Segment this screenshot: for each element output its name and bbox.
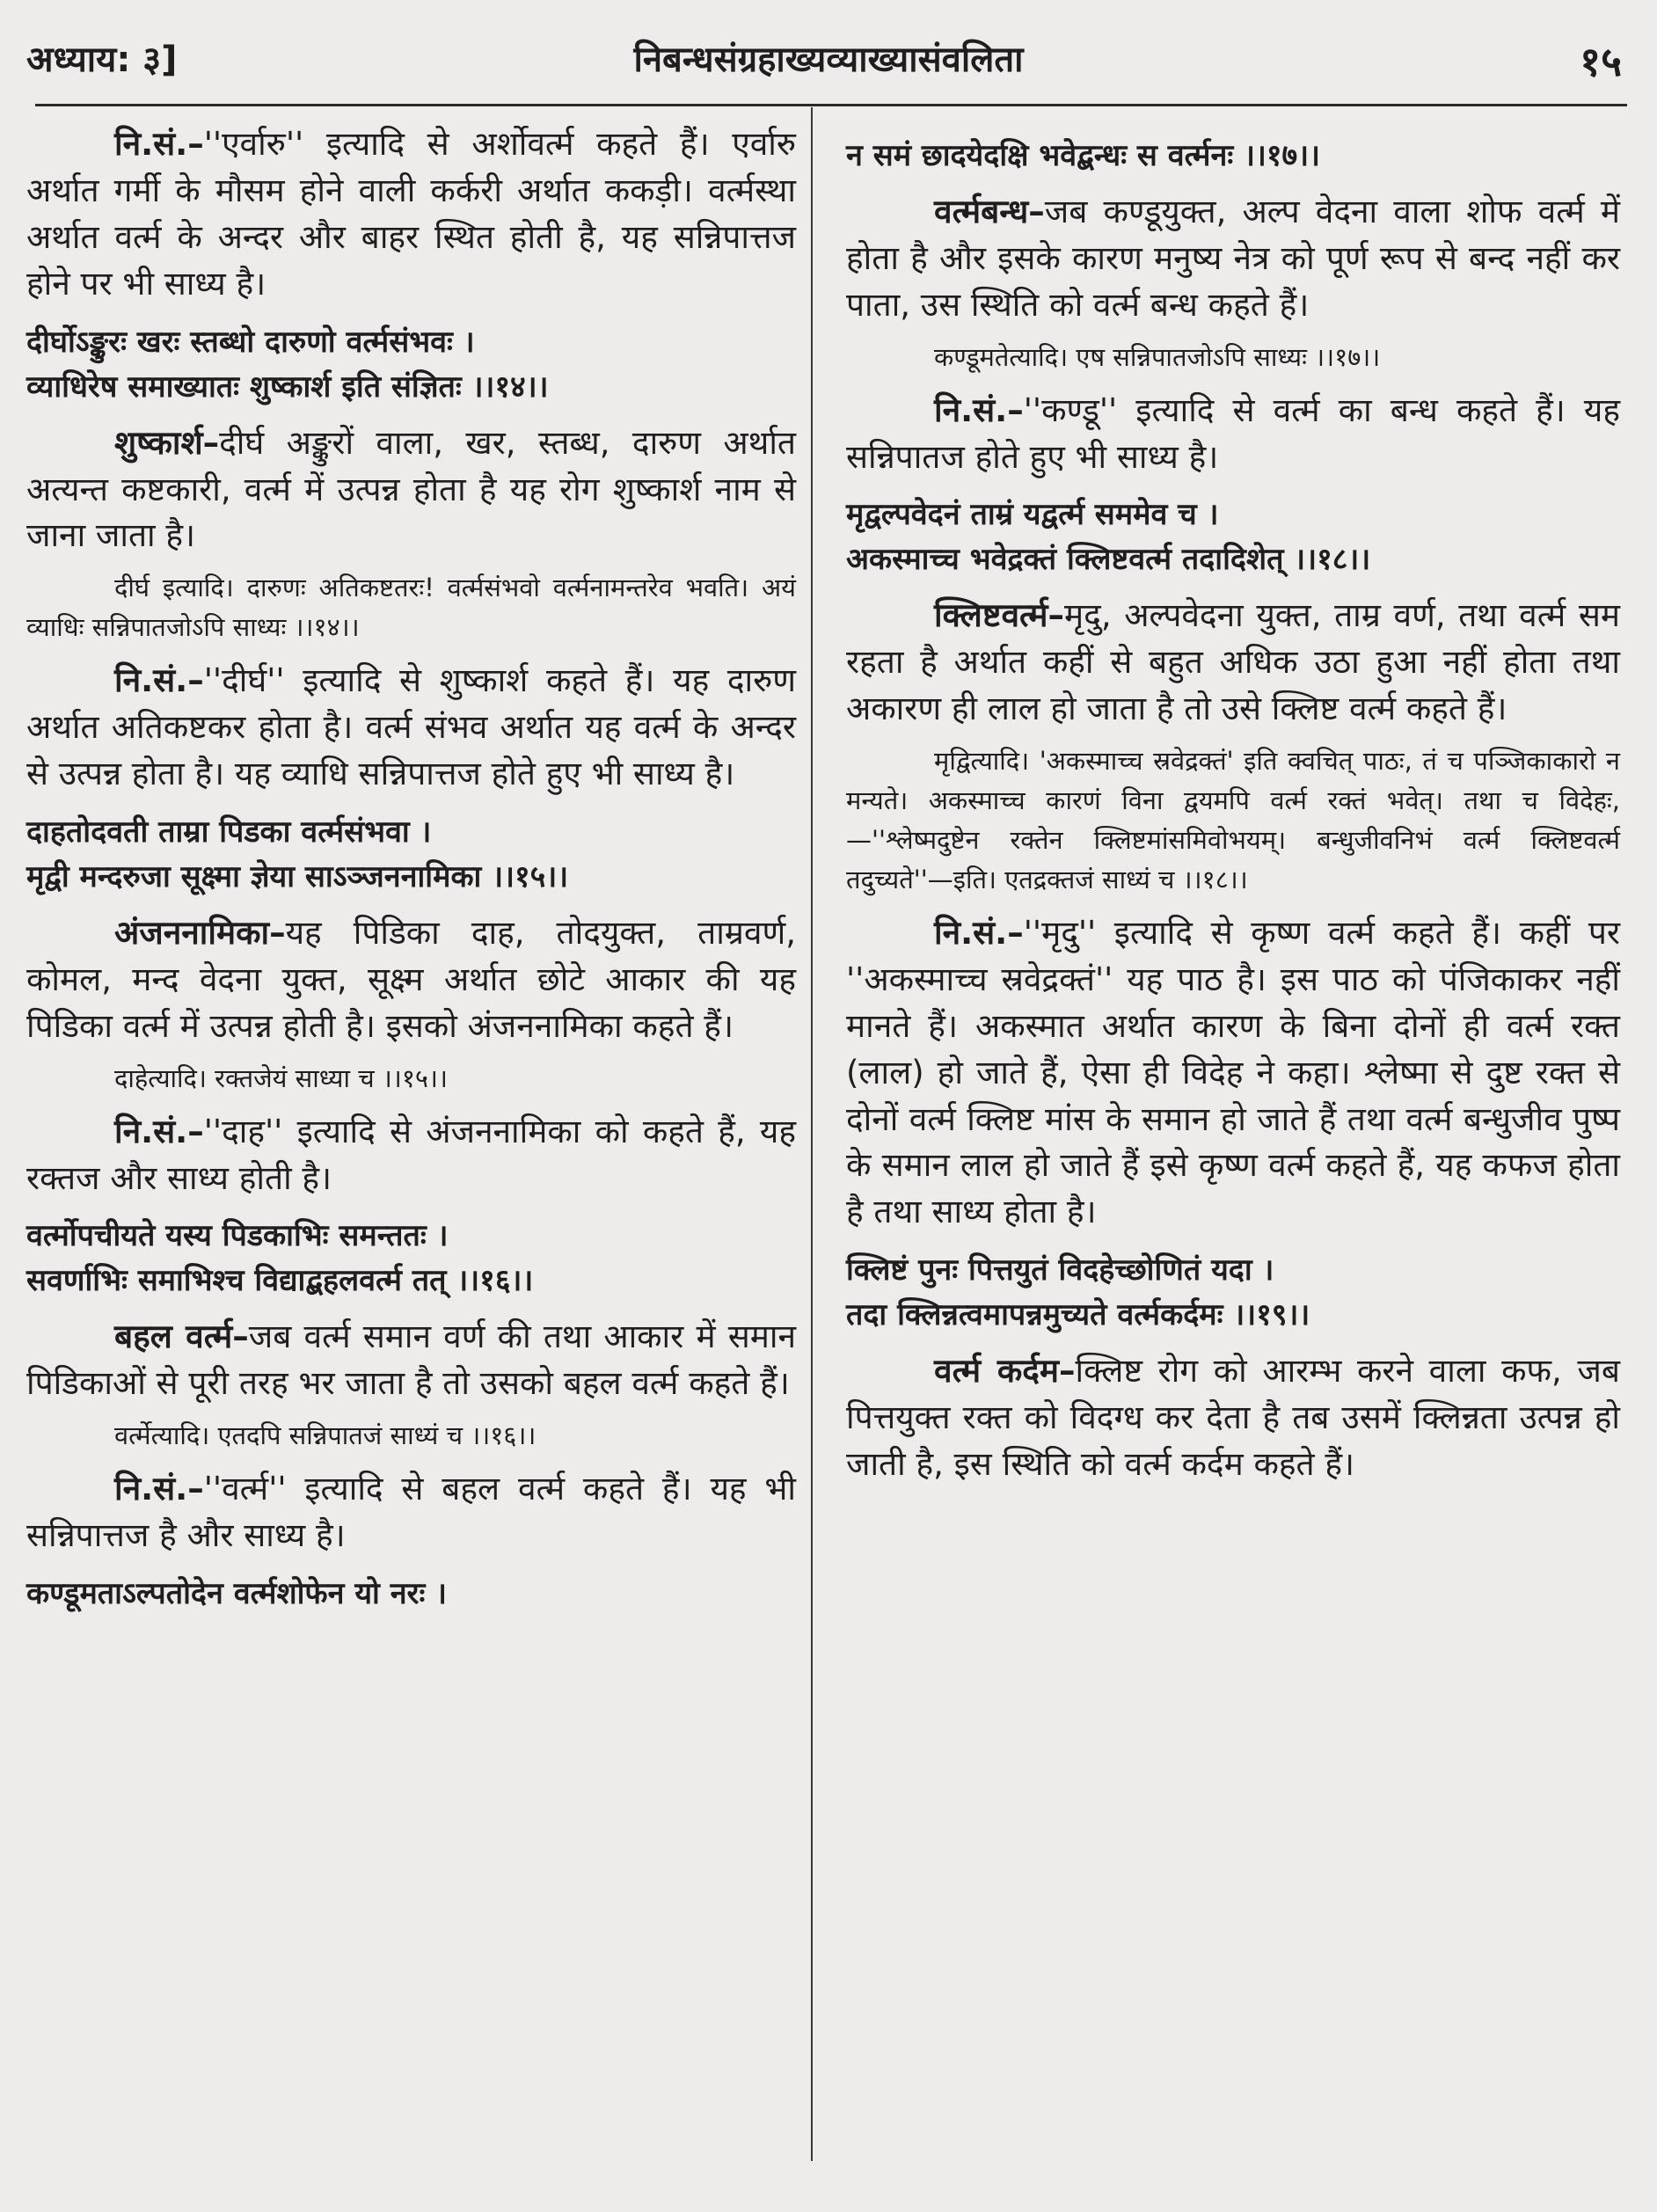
commentary-paragraph bbox=[26, 1416, 796, 1456]
header-rule bbox=[35, 104, 1627, 106]
hindi-paragraph bbox=[846, 1348, 1620, 1488]
commentary-text: वर्त्मेत्यादि। एतदपि सन्निपातजं साध्यं च ।।१६।। bbox=[114, 1420, 537, 1451]
commentary-paragraph bbox=[846, 338, 1620, 377]
hindi-paragraph bbox=[846, 593, 1620, 733]
verse-line: दाहतोदवती ताम्रा पिडका वर्त्मसंभवा । bbox=[26, 814, 432, 850]
sanskrit-verse bbox=[846, 493, 1620, 582]
verse-line: व्याधिरेष समाख्यातः शुष्कार्श इति संज्ञितः ।।१४।। bbox=[26, 369, 549, 405]
verse-line: न समं छादयेदक्षि भवेद्बन्धः स वर्त्मनः ।।१७।। bbox=[846, 138, 1320, 173]
paragraph-heading: नि.सं.– bbox=[114, 661, 204, 700]
commentary-text: मृद्वित्यादि। 'अकस्माच्च स्रवेद्रक्तं' इति क्वचित् पाठः, तं च पञ्जिकाकारो न मन्यते। अकस्माच्च कारणं विना द्वयमपि वर्त्म रक्तं भवेत्। तथा च विदेहः,—''श्लेष्मदुष्टेन रक्तेन क्लिष्टमांसमिवोभयम्। बन्धुजीवनिभं वर्त्म क्लिष्टवर्त्म तदुच्यते''—इति। एतद्रक्तजं साध्यं च ।।१८।। bbox=[846, 746, 1620, 894]
commentary-text: दीर्घ इत्यादि। दारुणः अतिकष्टतरः! वर्त्मसंभवो वर्त्मनामन्तरेव भवति। अयं व्याधिः सन्निपातजोऽपि साध्यः ।।१४।। bbox=[26, 573, 796, 643]
verse-line: दीर्घोऽङ्कुरः खरः स्तब्धो दारुणो वर्त्मसंभवः । bbox=[26, 324, 475, 360]
hindi-paragraph bbox=[26, 121, 796, 308]
paragraph-heading: नि.सं.– bbox=[934, 391, 1024, 429]
sanskrit-verse bbox=[26, 1572, 796, 1617]
paragraph-text: ''एर्वारु'' इत्यादि से अर्शोवर्त्म कहते हैं। एर्वारु अर्थात गर्मी के मौसम होने वाली कर्करी अर्थात ककड़ी। वर्त्मस्था अर्थात वर्त्म के अन्दर और बाहर स्थित होती है, यह सन्निपात्तज होने पर भी साध्य है। bbox=[26, 125, 796, 303]
paragraph-text: ''दीर्घ'' इत्यादि से शुष्कार्श कहते हैं। यह दारुण अर्थात अतिकष्टकर होता है। वर्त्म संभव अर्थात यह वर्त्म के अन्दर से उत्पन्न होता है। यह व्याधि सन्निपात्तज होते हुए भी साध्य है। bbox=[26, 661, 796, 793]
right-column bbox=[846, 121, 1620, 1497]
commentary-paragraph bbox=[26, 1059, 796, 1099]
hindi-paragraph bbox=[26, 1314, 796, 1407]
paragraph-text: मृदु, अल्पवेदना युक्त, ताम्र वर्ण, तथा वर्त्म सम रहता है अर्थात कहीं से बहुत अधिक उठा हुआ नहीं होता तथा अकारण ही लाल हो जाता है तो उसे क्लिष्ट वर्त्म कहते हैं। bbox=[846, 596, 1620, 728]
hindi-paragraph bbox=[26, 910, 796, 1050]
paragraph-text: यह पिडिका दाह, तोदयुक्त, ताम्रवर्ण, कोमल, मन्द वेदना युक्त, सूक्ष्म अर्थात छोटे आकार की यह पिडिका वर्त्म में उत्पन्न होती है। इसको अंजननामिका कहते हैं। bbox=[26, 913, 796, 1045]
sanskrit-verse bbox=[846, 134, 1620, 179]
hindi-paragraph bbox=[846, 388, 1620, 481]
paragraph-heading: नि.सं.– bbox=[934, 913, 1024, 952]
hindi-paragraph bbox=[26, 1109, 796, 1202]
paragraph-heading: शुष्कार्श– bbox=[114, 423, 220, 462]
hindi-paragraph bbox=[26, 420, 796, 560]
paragraph-text: जब कण्डूयुक्त, अल्प वेदना वाला शोफ वर्त्म में होता है और इसके कारण मनुष्य नेत्र को पूर्ण रूप से बन्द नहीं कर पाता, उस स्थिति को वर्त्म बन्ध कहते हैं। bbox=[846, 193, 1620, 324]
commentary-text: कण्डूमतेत्यादि। एष सन्निपातजोऽपि साध्यः ।।१७।। bbox=[934, 341, 1381, 372]
verse-line: सवर्णाभिः समाभिश्च विद्याद्बहलवर्त्म तत् ।।१६।। bbox=[26, 1263, 534, 1299]
verse-line: कण्डूमताऽल्पतोदेन वर्त्मशोफेन यो नरः । bbox=[26, 1575, 448, 1611]
paragraph-text: जब वर्त्म समान वर्ण की तथा आकार में समान पिडिकाओं से पूरी तरह भर जाता है तो उसको बहल वर्त्म कहते हैं। bbox=[26, 1318, 796, 1403]
hindi-paragraph bbox=[846, 189, 1620, 329]
paragraph-text: ''कण्डू'' इत्यादि से वर्त्म का बन्ध कहते हैं। यह सन्निपातज होते हुए भी साध्य है। bbox=[846, 391, 1620, 476]
paragraph-text: ''वर्त्म'' इत्यादि से बहल वर्त्म कहते हैं। यह भी सन्निपात्तज है और साध्य है। bbox=[26, 1470, 796, 1555]
running-title: निबन्धसंग्रहाख्यव्याख्यासंवलिता bbox=[633, 40, 1024, 80]
commentary-text: दाहेत्यादि। रक्तजेयं साध्या च ।।१५।। bbox=[114, 1062, 448, 1093]
paragraph-text: क्लिष्ट रोग को आरम्भ करने वाला कफ, जब पित्तयुक्त रक्त को विदग्ध कर देता है तब उसमें क्लिन्नता उत्पन्न हो जाती है, इस स्थिति को वर्त्म कर्दम कहते हैं। bbox=[846, 1352, 1620, 1484]
sanskrit-verse bbox=[26, 810, 796, 900]
commentary-paragraph bbox=[26, 568, 796, 647]
paragraph-heading: बहल वर्त्म– bbox=[114, 1318, 249, 1356]
paragraph-text: दीर्घ अङ्कुरों वाला, खर, स्तब्ध, दारुण अर्थात अत्यन्त कष्टकारी, वर्त्म में उत्पन्न होता है यह रोग शुष्कार्श नाम से जाना जाता है। bbox=[26, 423, 796, 555]
commentary-paragraph bbox=[846, 741, 1620, 900]
paragraph-heading: वर्त्म कर्दम– bbox=[934, 1352, 1076, 1391]
verse-line: मृद्वल्पवेदनं ताम्रं यद्वर्त्म सममेव च । bbox=[846, 497, 1219, 533]
verse-line: मृद्वी मन्दरुजा सूक्ष्मा ज्ञेया साऽञ्जननामिका ।।१५।। bbox=[26, 858, 569, 894]
verse-line: क्लिष्टं पुनः पित्तयुतं विदहेच्छोणितं यदा । bbox=[846, 1252, 1274, 1289]
sanskrit-verse bbox=[26, 320, 796, 410]
column-divider bbox=[811, 107, 813, 2161]
sanskrit-verse bbox=[26, 1214, 796, 1303]
paragraph-text: ''मृदु'' इत्यादि से कृष्ण वर्त्म कहते हैं। कहीं पर ''अकस्माच्च स्रवेद्रक्तं'' यह पाठ है। इस पाठ को पंजिकाकर नहीं मानते हैं। अकस्मात अर्थात कारण के बिना दोनों ही वर्त्म रक्त (लाल) हो जाते हैं, ऐसा ही विदेह ने कहा। श्लेष्मा से दुष्ट रक्त से दोनों वर्त्म क्लिष्ट मांस के समान हो जाते हैं तथा वर्त्म बन्धुजीव पुष्प के समान लाल हो जाते हैं इसे कृष्ण वर्त्म कहते हैं, यह कफज होता है तथा साध्य होता है। bbox=[846, 913, 1620, 1231]
paragraph-heading: क्लिष्टवर्त्म– bbox=[934, 596, 1065, 635]
hindi-paragraph bbox=[26, 658, 796, 798]
verse-line: तदा क्लिन्नत्वमापन्नमुच्यते वर्त्मकर्दमः ।।१९।। bbox=[846, 1297, 1310, 1333]
hindi-paragraph bbox=[846, 910, 1620, 1236]
left-column bbox=[26, 121, 796, 1627]
paragraph-heading: नि.सं.– bbox=[114, 1112, 204, 1150]
sanskrit-verse bbox=[846, 1248, 1620, 1338]
paragraph-heading: नि.सं.– bbox=[114, 125, 204, 163]
chapter-label: अध्याय: ३] bbox=[26, 40, 178, 80]
verse-line: अकस्माच्च भवेद्रक्तं क्लिष्टवर्त्म तदादिशेत् ।।१८।। bbox=[846, 542, 1371, 578]
paragraph-heading: वर्त्मबन्ध– bbox=[934, 193, 1045, 230]
page-number: १५ bbox=[1580, 38, 1622, 85]
paragraph-heading: नि.सं.– bbox=[114, 1470, 204, 1508]
hindi-paragraph bbox=[26, 1466, 796, 1559]
verse-line: वर्त्मोपचीयते यस्य पिडकाभिः समन्ततः । bbox=[26, 1218, 449, 1254]
paragraph-heading: अंजननामिका– bbox=[114, 913, 286, 952]
paragraph-text: ''दाह'' इत्यादि से अंजननामिका को कहते हैं, यह रक्तज और साध्य होती है। bbox=[26, 1112, 796, 1197]
